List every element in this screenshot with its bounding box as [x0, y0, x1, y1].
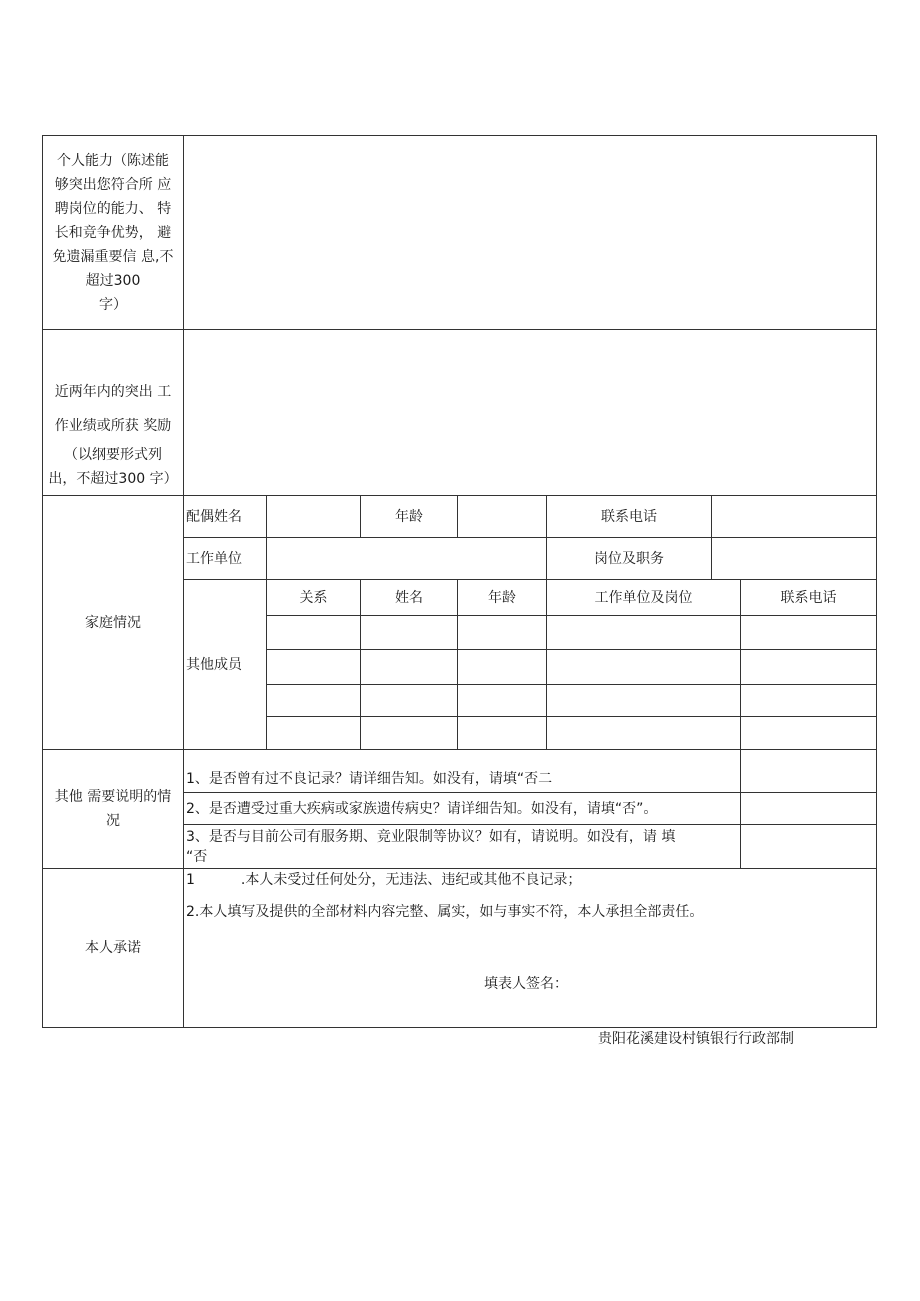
ability-label-line: 免遗漏重要信 息,不 [52, 248, 174, 265]
member-cell[interactable] [740, 615, 877, 650]
achievements-input[interactable] [183, 329, 877, 496]
member-cell[interactable] [457, 615, 547, 650]
spouse-phone-input[interactable] [711, 495, 877, 538]
ability-label-line: 超过300 [85, 272, 141, 289]
achievements-label-line: （以纲要形式列 [64, 447, 162, 463]
pledge-item-1-number: 1 [186, 872, 195, 888]
member-cell[interactable] [360, 615, 458, 650]
member-cell[interactable] [546, 649, 741, 685]
ability-label [42, 135, 184, 330]
member-header-age: 年龄 [457, 579, 547, 616]
spouse-age-label: 年龄 [360, 495, 458, 538]
pledge-item-2: 2.本人填写及提供的全部材料内容完整、属实，如与事实不符，本人承担全部责任。 [186, 904, 704, 920]
member-header-name: 姓名 [360, 579, 458, 616]
member-cell[interactable] [266, 684, 361, 717]
achievements-label [42, 329, 184, 496]
pledge-item-1 [186, 869, 581, 891]
achievements-label-line: 作业绩或所获 奖励 [54, 418, 172, 434]
ability-label-line: 长和竞争优势， 避 [54, 224, 172, 241]
spouse-age-input[interactable] [457, 495, 547, 538]
member-cell[interactable] [266, 716, 361, 750]
member-header-work: 工作单位及岗位 [546, 579, 741, 616]
ability-label-line: 字） [99, 296, 127, 313]
other-question-3-line: “否 [186, 848, 208, 865]
spouse-name-label: 配偶姓名 [183, 495, 267, 538]
member-cell[interactable] [360, 684, 458, 717]
other-answer-1[interactable] [740, 749, 877, 793]
member-cell[interactable] [740, 684, 877, 717]
member-cell[interactable] [457, 716, 547, 750]
pledge-label: 本人承诺 [42, 868, 184, 1028]
other-label-line: 其他 需要说明的情 [54, 789, 172, 805]
position-input[interactable] [711, 537, 877, 580]
other-label-line: 况 [106, 813, 120, 829]
signature-label: 填表人签名： [484, 976, 568, 992]
member-header-phone: 联系电话 [740, 579, 877, 616]
member-cell[interactable] [546, 615, 741, 650]
family-label: 家庭情况 [42, 495, 184, 750]
member-cell[interactable] [360, 649, 458, 685]
pledge-item-1-text: .本人未受过任何处分，无违法、违纪或其他不良记录； [240, 872, 582, 888]
member-cell[interactable] [546, 684, 741, 717]
work-unit-input[interactable] [266, 537, 547, 580]
achievements-label-line: 出，不超过300 字） [48, 471, 178, 487]
ability-input[interactable] [183, 135, 877, 330]
member-cell[interactable] [740, 649, 877, 685]
other-question-3-line: 3、是否与目前公司有服务期、竞业限制等协议？如有，请说明。如没有，请 填 [186, 828, 676, 845]
member-cell[interactable] [546, 716, 741, 750]
ability-label-line: 聘岗位的能力、 特 [54, 200, 172, 217]
other-members-label: 其他成员 [183, 579, 267, 750]
member-cell[interactable] [457, 649, 547, 685]
spouse-phone-label: 联系电话 [546, 495, 712, 538]
other-question-3 [183, 824, 741, 869]
member-cell[interactable] [266, 649, 361, 685]
other-label [42, 749, 184, 869]
issuer-footer: 贵阳花溪建设村镇银行行政部制 [598, 1031, 794, 1047]
other-answer-2[interactable] [740, 792, 877, 825]
pledge-content [183, 868, 877, 1028]
work-unit-label: 工作单位 [183, 537, 267, 580]
member-header-relation: 关系 [266, 579, 361, 616]
member-cell[interactable] [457, 684, 547, 717]
achievements-label-line: 近两年内的突出 工 [54, 384, 172, 400]
other-question-1: 1、是否曾有过不良记录？请详细告知。如没有，请填“否二 [183, 749, 741, 793]
other-answer-3[interactable] [740, 824, 877, 869]
position-label: 岗位及职务 [546, 537, 712, 580]
spouse-name-input[interactable] [266, 495, 361, 538]
ability-label-line: 个人能力（陈述能 [57, 152, 169, 169]
member-cell[interactable] [360, 716, 458, 750]
ability-label-line: 够突出您符合所 应 [54, 176, 172, 193]
member-cell[interactable] [266, 615, 361, 650]
application-form [42, 135, 877, 1028]
member-cell[interactable] [740, 716, 877, 750]
other-question-2: 2、是否遭受过重大疾病或家族遗传病史？请详细告知。如没有，请填“否”。 [183, 792, 741, 825]
